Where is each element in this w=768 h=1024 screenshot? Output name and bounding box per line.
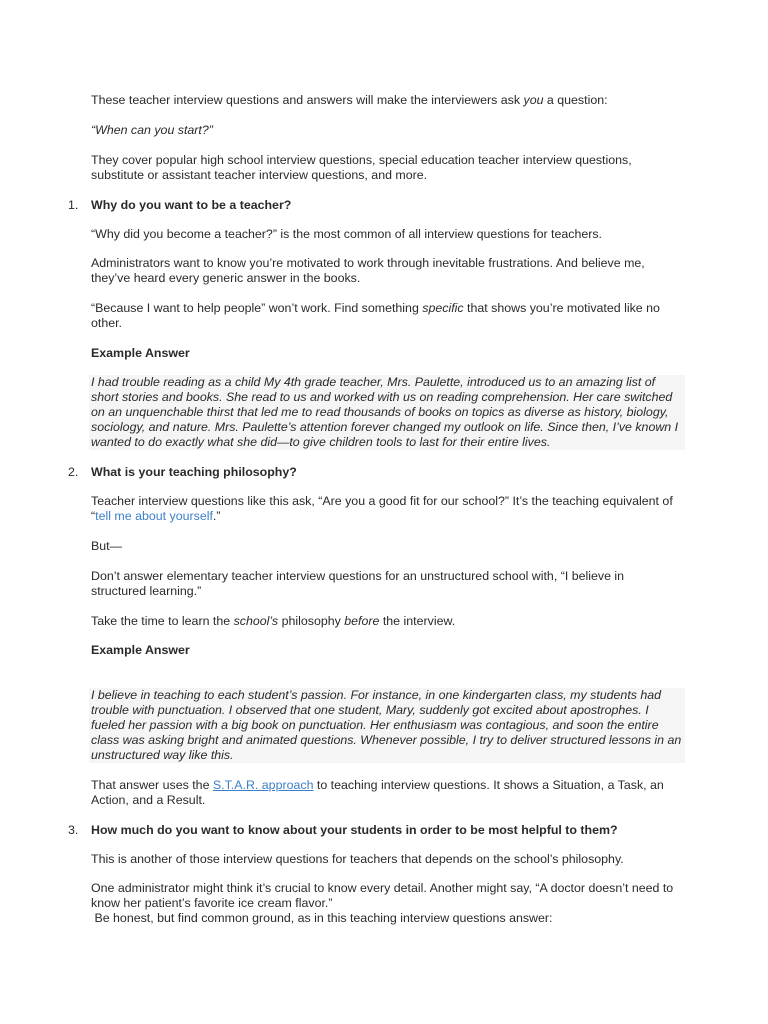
- q3-paragraph-1: This is another of those interview questions for teachers that depends on the school’s philosophy.: [91, 852, 624, 866]
- q1-example-answer: I had trouble reading as a child My 4th grade teacher, Mrs. Paulette, introduced us to an amazing list of short stories and books. She read to us and worked with us on reading comprehension. Her care switched on an unquenchable thirst that led me to read thousands of books on topics as diverse as history, biology, sociology, and nature. Mrs. Paulette’s attention forever changed my outlook on life. Since then, I’ve known I wanted to do exactly what she did—to give children tools to last for their entire lives.: [89, 375, 685, 450]
- q3-number: 3.: [68, 823, 79, 837]
- tell-me-about-yourself-link[interactable]: tell me about yourself: [95, 509, 213, 523]
- q2-p1-text-end: .”: [212, 509, 221, 523]
- q2-paragraph-4: [91, 614, 681, 629]
- q1-example-label: Example Answer: [91, 346, 190, 360]
- q2-p5-text: That answer uses the: [91, 778, 213, 792]
- q2-p4-text-end: the interview.: [379, 614, 456, 628]
- star-approach-link[interactable]: S.T.A.R. approach: [212, 778, 314, 792]
- q2-heading: What is your teaching philosophy?: [91, 465, 297, 479]
- q2-example-answer: I believe in teaching to each student’s passion. For instance, in one kindergarten class, my students had trouble with punctuation. I observed that one student, Mary, suddenly got excited about apostrophes. I fueled her passion with a big book on punctuation. Her enthusiasm was contagious, and soon the entire class was asking bright and animated questions. Whenever possible, I try to deliver structured lessons in an unstructured way like this.: [89, 688, 685, 763]
- q2-number: 2.: [68, 465, 79, 479]
- q2-paragraph-2: But—: [91, 539, 122, 553]
- intro-emphasis: you: [523, 93, 544, 107]
- q2-p4-emphasis-1: school’s: [233, 614, 279, 628]
- intro-paragraph-2: They cover popular high school interview questions, special education teacher interview questions, substitute or assistant teacher interview questions, and more.: [91, 153, 632, 182]
- q1-number: 1.: [68, 198, 79, 212]
- q2-p4-text-mid: philosophy: [278, 614, 345, 628]
- q1-heading: Why do you want to be a teacher?: [91, 198, 292, 212]
- q2-paragraph-1: [91, 494, 681, 524]
- q1-paragraph-1: “Why did you become a teacher?” is the most common of all interview questions for teachers.: [91, 227, 602, 241]
- q1-paragraph-2: Administrators want to know you’re motivated to work through inevitable frustrations. And believe me, they’ve heard every generic answer in the books.: [91, 256, 645, 285]
- q1-p3-text-end: that shows you’re motivated like no other.: [91, 301, 660, 330]
- intro-text-end: a question:: [543, 93, 608, 107]
- q2-p1-text: Teacher interview questions like this ask, “Are you a good fit for our school?” It’s the teaching equivalent of “: [91, 494, 673, 523]
- q1-p3-text: “Because I want to help people” won’t work. Find something: [91, 301, 423, 315]
- q3-heading: How much do you want to know about your students in order to be most helpful to them?: [91, 823, 618, 837]
- q3-paragraph-3: Be honest, but find common ground, as in this teaching interview questions answer:: [91, 911, 553, 925]
- q2-p4-emphasis-2: before: [344, 614, 380, 628]
- intro-text: These teacher interview questions and answers will make the interviewers ask: [91, 93, 524, 107]
- q2-p4-text: Take the time to learn the: [91, 614, 234, 628]
- q2-p5-text-end: to teaching interview questions. It shows a Situation, a Task, an Action, and a Result.: [91, 778, 664, 807]
- intro-paragraph: [91, 93, 681, 108]
- q3-paragraph-2: One administrator might think it’s crucial to know every detail. Another might say, “A doctor doesn’t need to know her patient’s favorite ice cream flavor.”: [91, 881, 674, 910]
- q1-paragraph-3: [91, 301, 681, 331]
- q2-example-label: Example Answer: [91, 643, 190, 657]
- q2-paragraph-5: [91, 778, 681, 808]
- q1-p3-emphasis: specific: [422, 301, 464, 315]
- q2-paragraph-3: Don’t answer elementary teacher interview questions for an unstructured school with, “I believe in structured learning.”: [91, 569, 625, 598]
- intro-quote: “When can you start?”: [91, 123, 213, 137]
